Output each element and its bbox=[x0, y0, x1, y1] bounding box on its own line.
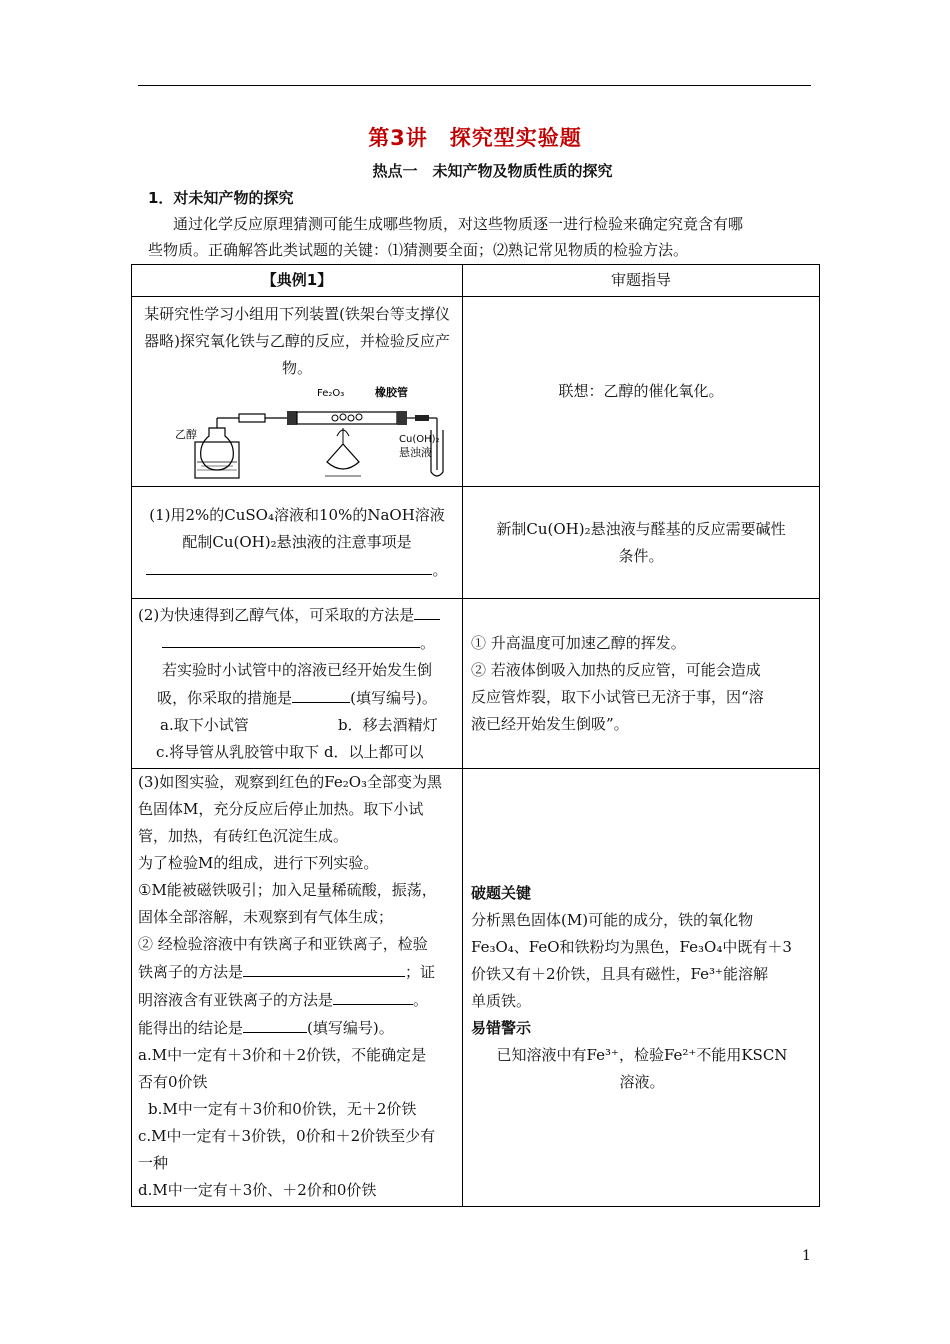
key-line: 分析黑色固体(M)可能的成分，铁的氧化物 bbox=[471, 910, 754, 929]
header-rule bbox=[138, 85, 811, 86]
option-b: b．移去酒精灯 bbox=[338, 716, 438, 734]
option-c: c.将导管从乳胶管中取下 bbox=[156, 743, 320, 761]
row2-guide bbox=[463, 487, 820, 599]
q3-line: 色固体M，充分反应后停止加热。取下小试 bbox=[138, 800, 424, 818]
key-heading: 破题关键 bbox=[471, 883, 532, 902]
answer-blank[interactable] bbox=[243, 1014, 307, 1033]
table-row bbox=[132, 769, 820, 1207]
q2-line: 吸，你采取的措施是 (填写编号)。 bbox=[138, 684, 456, 712]
intro-paragraph bbox=[148, 211, 819, 263]
q1-answer-line bbox=[138, 556, 456, 584]
warning-line: 溶液。 bbox=[619, 1072, 665, 1091]
table-row bbox=[132, 487, 820, 599]
intro-line: 通过化学反应原理猜测可能生成哪些物质，对这些物质逐一进行检验来确定究竟含有哪 bbox=[173, 215, 744, 233]
table-row bbox=[132, 599, 820, 769]
label-fe2o3: Fe₂O₃ bbox=[317, 388, 345, 399]
key-line: Fe₃O₄、FeO和铁粉均为黑色，Fe₃O₄中既有＋3 bbox=[471, 937, 792, 956]
q3-line: ② 经检验溶液中有铁离子和亚铁离子，检验 bbox=[138, 935, 428, 953]
guide-line: 液已经开始发生倒吸”。 bbox=[471, 714, 629, 733]
intro-line: 些物质。正确解答此类试题的关键：⑴猜测要全面；⑵熟记常见物质的检验方法。 bbox=[148, 241, 689, 259]
answer-blank[interactable] bbox=[414, 601, 440, 620]
option-a: a.M中一定有＋3价和＋2价铁，不能确定是 bbox=[138, 1046, 427, 1064]
guide-line: 反应管炸裂，取下小试管已无济于事，因“溶 bbox=[471, 687, 764, 706]
row1-text: 某研究性学习小组用下列装置(铁架台等支撑仪器略)探究氧化铁与乙醇的反应，并检验反应产物。 bbox=[144, 305, 450, 377]
label-ethanol: 乙醇 bbox=[175, 428, 197, 441]
q1-end: 。 bbox=[432, 560, 448, 579]
section-heading: 1．对未知产物的探究 bbox=[148, 189, 294, 207]
q2-line: 若实验时小试管中的溶液已经开始发生倒 bbox=[161, 661, 432, 679]
table-header-row bbox=[132, 265, 820, 297]
option-d: d.M中一定有＋3价、＋2价和0价铁 bbox=[138, 1181, 377, 1199]
q3-line: 管，加热，有砖红色沉淀生成。 bbox=[138, 827, 349, 845]
q3-line: 明溶液含有亚铁离子的方法是 。 bbox=[138, 986, 456, 1014]
q1-line: (1)用2%的CuSO₄溶液和10%的NaOH溶液 bbox=[149, 505, 445, 524]
options-ab bbox=[138, 712, 456, 739]
q3-line: 固体全部溶解，未观察到有气体生成； bbox=[138, 908, 394, 926]
q3-line: ①M能被磁铁吸引；加入足量稀硫酸，振荡， bbox=[138, 881, 437, 899]
page-subtitle: 热点一 未知产物及物质性质的探究 bbox=[372, 162, 613, 180]
guide-line: ① 升高温度可加速乙醇的挥发。 bbox=[471, 633, 686, 652]
label-cuoh2: Cu(OH)₂ bbox=[399, 434, 440, 445]
q3-line: 能得出的结论是 (填写编号)。 bbox=[138, 1014, 456, 1042]
header-guide: 审题指导 bbox=[463, 265, 820, 297]
option-a: a.取下小试管 bbox=[160, 716, 249, 734]
guide-line: ② 若液体倒吸入加热的反应管，可能会造成 bbox=[471, 660, 761, 679]
row3-question bbox=[132, 599, 463, 769]
options-cd bbox=[138, 739, 456, 766]
answer-blank[interactable] bbox=[333, 986, 413, 1005]
q3-line: (3)如图实验，观察到红色的Fe₂O₃全部变为黑 bbox=[138, 773, 443, 791]
reaction-tube bbox=[297, 412, 397, 424]
option-d: d．以上都可以 bbox=[323, 743, 424, 761]
apparatus-diagram bbox=[147, 384, 447, 484]
alcohol-lamp bbox=[327, 444, 359, 469]
row1-guide: 联想：乙醇的催化氧化。 bbox=[463, 297, 820, 487]
answer-blank[interactable] bbox=[292, 684, 350, 703]
guide-line: 条件。 bbox=[618, 546, 664, 565]
option-a-cont: 否有0价铁 bbox=[138, 1073, 208, 1091]
warning-line: 已知溶液中有Fe³⁺，检验Fe²⁺不能用KSCN bbox=[496, 1045, 788, 1064]
option-b: b.M中一定有＋3价和0价铁，无＋2价铁 bbox=[148, 1100, 417, 1118]
row2-question bbox=[132, 487, 463, 599]
option-c: c.M中一定有＋3价铁，0价和＋2价铁至少有 bbox=[138, 1127, 436, 1145]
answer-blank[interactable] bbox=[146, 556, 432, 575]
flask bbox=[201, 428, 234, 470]
key-line: 单质铁。 bbox=[471, 991, 532, 1010]
q1-line: 配制Cu(OH)₂悬浊液的注意事项是 bbox=[182, 532, 412, 551]
q2-answer-line: 。 bbox=[138, 629, 456, 657]
page-number: 1 bbox=[802, 1248, 811, 1264]
key-line: 价铁又有＋2价铁，且具有磁性，Fe³⁺能溶解 bbox=[471, 964, 768, 983]
row4-guide bbox=[463, 769, 820, 1207]
page-title: 第3讲 探究型实验题 bbox=[368, 126, 582, 150]
row4-question bbox=[132, 769, 463, 1207]
label-rubber-tube: 橡胶管 bbox=[375, 386, 408, 399]
example-table bbox=[131, 264, 820, 1207]
guide-line: 新制Cu(OH)₂悬浊液与醛基的反应需要碱性 bbox=[496, 519, 786, 538]
row3-guide bbox=[463, 599, 820, 769]
header-example: 【典例1】 bbox=[132, 265, 463, 297]
warning-heading: 易错警示 bbox=[471, 1018, 532, 1037]
label-suspension: 悬浊液 bbox=[399, 446, 432, 459]
table-row bbox=[132, 297, 820, 487]
answer-blank[interactable] bbox=[243, 958, 405, 977]
q3-line: 为了检验M的组成，进行下列实验。 bbox=[138, 854, 379, 872]
q3-line: 铁离子的方法是 ；证 bbox=[138, 958, 456, 986]
answer-blank[interactable] bbox=[162, 629, 420, 648]
row1-question bbox=[132, 297, 463, 487]
option-c-cont: 一种 bbox=[138, 1154, 169, 1172]
q2-line: (2)为快速得到乙醇气体，可采取的方法是 bbox=[138, 601, 456, 629]
